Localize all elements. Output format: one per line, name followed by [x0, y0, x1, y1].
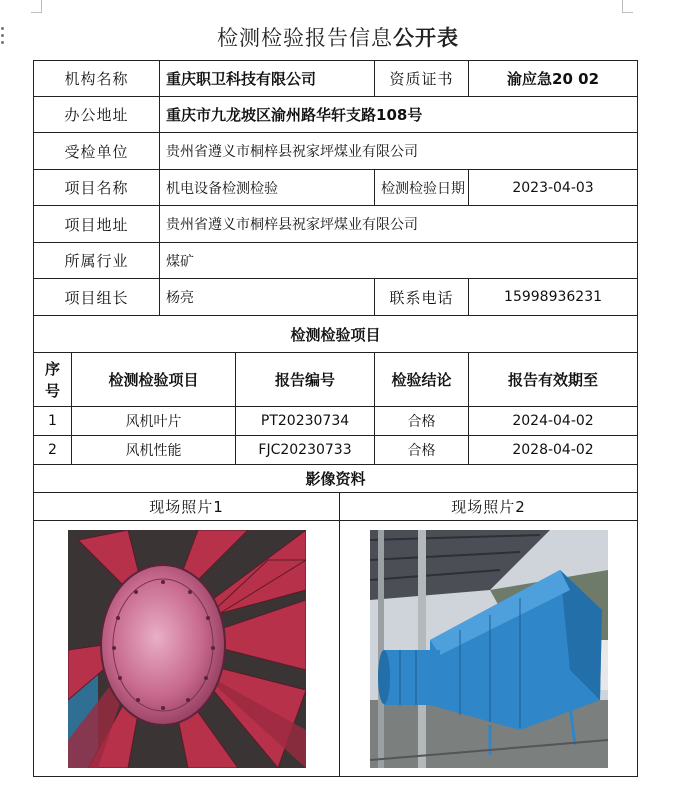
item-valid-until: 2024-04-02 — [469, 407, 638, 436]
client-label: 受检单位 — [34, 133, 160, 170]
photo2-label: 现场照片2 — [340, 493, 638, 521]
row-address — [34, 97, 638, 133]
item-header: 检测检验项目 — [72, 353, 236, 407]
row-photos — [34, 521, 638, 777]
row-leader — [34, 279, 638, 316]
item-result: 合格 — [375, 407, 469, 436]
industry-label: 所属行业 — [34, 243, 160, 279]
client-value: 贵州省遵义市桐梓县祝家坪煤业有限公司 — [160, 133, 638, 170]
photo2-cell — [340, 521, 638, 777]
photo1-cell — [34, 521, 340, 777]
row-client — [34, 133, 638, 170]
table-row — [34, 436, 638, 465]
item-seq: 2 — [34, 436, 72, 465]
item-valid-until: 2028-04-02 — [469, 436, 638, 465]
row-org — [34, 61, 638, 97]
photo1-label: 现场照片1 — [34, 493, 340, 521]
addr-label: 办公地址 — [34, 97, 160, 133]
cert-label: 资质证书 — [375, 61, 469, 97]
report-no-header: 报告编号 — [236, 353, 375, 407]
corner-mark-right — [622, 0, 633, 13]
site-label: 项目地址 — [34, 206, 160, 243]
item-report-no: FJC20230733 — [236, 436, 375, 465]
item-report-no: PT20230734 — [236, 407, 375, 436]
row-media-section — [34, 465, 638, 493]
project-label: 项目名称 — [34, 170, 160, 206]
table-row — [34, 407, 638, 436]
row-site — [34, 206, 638, 243]
items-section-title: 检测检验项目 — [34, 316, 638, 353]
row-industry — [34, 243, 638, 279]
fan-blade-photo — [68, 530, 306, 768]
report-table — [33, 60, 638, 777]
row-project — [34, 170, 638, 206]
row-items-section — [34, 316, 638, 353]
date-label: 检测检验日期 — [375, 170, 469, 206]
cert-value: 渝应急20 02 — [469, 61, 638, 97]
leader-value: 杨亮 — [160, 279, 375, 316]
project-value: 机电设备检测检验 — [160, 170, 375, 206]
site-value: 贵州省遵义市桐梓县祝家坪煤业有限公司 — [160, 206, 638, 243]
org-value: 重庆职卫科技有限公司 — [160, 61, 375, 97]
item-name: 风机性能 — [72, 436, 236, 465]
item-result: 合格 — [375, 436, 469, 465]
corner-mark-left — [31, 0, 42, 13]
phone-label: 联系电话 — [375, 279, 469, 316]
item-name: 风机叶片 — [72, 407, 236, 436]
items-header-row — [34, 353, 638, 407]
leader-label: 项目组长 — [34, 279, 160, 316]
page-title: 检测检验报告信息公开表 — [217, 26, 459, 50]
item-seq: 1 — [34, 407, 72, 436]
industry-value: 煤矿 — [160, 243, 638, 279]
fan-duct-photo — [370, 530, 608, 768]
seq-header: 序 号 — [34, 353, 72, 407]
result-header: 检验结论 — [375, 353, 469, 407]
valid-until-header: 报告有效期至 — [469, 353, 638, 407]
phone-value: 15998936231 — [469, 279, 638, 316]
addr-value: 重庆市九龙坡区渝州路华轩支路108号 — [160, 97, 638, 133]
org-label: 机构名称 — [34, 61, 160, 97]
date-value: 2023-04-03 — [469, 170, 638, 206]
row-photo-labels — [34, 493, 638, 521]
media-section-title: 影像资料 — [34, 465, 638, 493]
